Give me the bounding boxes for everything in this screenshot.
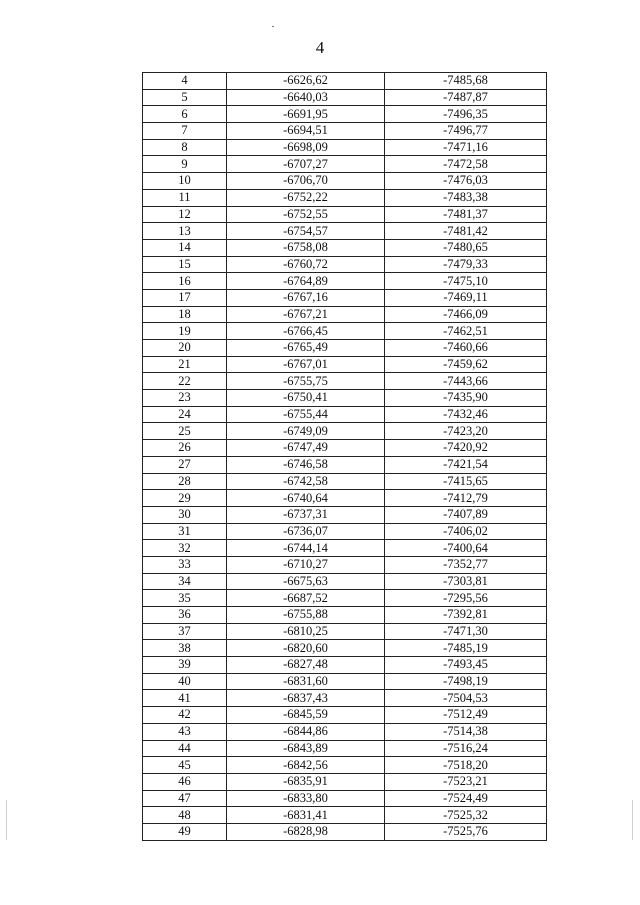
y-coordinate-cell: -7469,11 xyxy=(385,289,547,306)
x-coordinate-cell: -6754,57 xyxy=(227,223,385,240)
scan-edge-right xyxy=(632,800,633,840)
point-number-cell: 12 xyxy=(143,206,227,223)
point-number-cell: 34 xyxy=(143,573,227,590)
table-row xyxy=(143,390,547,407)
y-coordinate-cell: -7524,49 xyxy=(385,790,547,807)
scan-speck xyxy=(272,26,274,27)
y-coordinate-cell: -7460,66 xyxy=(385,340,547,357)
x-coordinate-cell: -6707,27 xyxy=(227,156,385,173)
x-coordinate-cell: -6755,44 xyxy=(227,406,385,423)
point-number-cell: 31 xyxy=(143,523,227,540)
y-coordinate-cell: -7475,10 xyxy=(385,273,547,290)
x-coordinate-cell: -6765,49 xyxy=(227,340,385,357)
table-row xyxy=(143,456,547,473)
point-number-cell: 30 xyxy=(143,506,227,523)
x-coordinate-cell: -6820,60 xyxy=(227,640,385,657)
y-coordinate-cell: -7471,30 xyxy=(385,623,547,640)
table-row xyxy=(143,506,547,523)
table-row xyxy=(143,256,547,273)
x-coordinate-cell: -6742,58 xyxy=(227,473,385,490)
y-coordinate-cell: -7295,56 xyxy=(385,590,547,607)
y-coordinate-cell: -7435,90 xyxy=(385,390,547,407)
x-coordinate-cell: -6736,07 xyxy=(227,523,385,540)
x-coordinate-cell: -6710,27 xyxy=(227,556,385,573)
x-coordinate-cell: -6843,89 xyxy=(227,740,385,757)
y-coordinate-cell: -7432,46 xyxy=(385,406,547,423)
x-coordinate-cell: -6844,86 xyxy=(227,723,385,740)
table-row xyxy=(143,807,547,824)
x-coordinate-cell: -6827,48 xyxy=(227,657,385,674)
table-row xyxy=(143,239,547,256)
table-row xyxy=(143,623,547,640)
x-coordinate-cell: -6687,52 xyxy=(227,590,385,607)
y-coordinate-cell: -7496,35 xyxy=(385,106,547,123)
x-coordinate-cell: -6752,55 xyxy=(227,206,385,223)
scan-edge-left xyxy=(6,800,7,840)
table-row xyxy=(143,657,547,674)
point-number-cell: 35 xyxy=(143,590,227,607)
y-coordinate-cell: -7512,49 xyxy=(385,707,547,724)
table-row xyxy=(143,757,547,774)
y-coordinate-cell: -7459,62 xyxy=(385,356,547,373)
table-row xyxy=(143,723,547,740)
x-coordinate-cell: -6752,22 xyxy=(227,189,385,206)
point-number-cell: 40 xyxy=(143,673,227,690)
y-coordinate-cell: -7421,54 xyxy=(385,456,547,473)
x-coordinate-cell: -6740,64 xyxy=(227,490,385,507)
table-row xyxy=(143,273,547,290)
y-coordinate-cell: -7518,20 xyxy=(385,757,547,774)
table-row xyxy=(143,740,547,757)
x-coordinate-cell: -6755,75 xyxy=(227,373,385,390)
x-coordinate-cell: -6760,72 xyxy=(227,256,385,273)
table-row xyxy=(143,673,547,690)
y-coordinate-cell: -7487,87 xyxy=(385,89,547,106)
point-number-cell: 6 xyxy=(143,106,227,123)
x-coordinate-cell: -6750,41 xyxy=(227,390,385,407)
table-row xyxy=(143,473,547,490)
x-coordinate-cell: -6835,91 xyxy=(227,773,385,790)
table-row xyxy=(143,223,547,240)
table-row xyxy=(143,123,547,140)
y-coordinate-cell: -7496,77 xyxy=(385,123,547,140)
y-coordinate-cell: -7466,09 xyxy=(385,306,547,323)
table-row xyxy=(143,406,547,423)
x-coordinate-cell: -6831,60 xyxy=(227,673,385,690)
point-number-cell: 49 xyxy=(143,823,227,840)
y-coordinate-cell: -7516,24 xyxy=(385,740,547,757)
point-number-cell: 11 xyxy=(143,189,227,206)
y-coordinate-cell: -7523,21 xyxy=(385,773,547,790)
point-number-cell: 33 xyxy=(143,556,227,573)
y-coordinate-cell: -7392,81 xyxy=(385,607,547,624)
table-row xyxy=(143,89,547,106)
point-number-cell: 37 xyxy=(143,623,227,640)
table-row xyxy=(143,523,547,540)
table-row xyxy=(143,173,547,190)
table-row xyxy=(143,156,547,173)
point-number-cell: 38 xyxy=(143,640,227,657)
x-coordinate-cell: -6694,51 xyxy=(227,123,385,140)
y-coordinate-cell: -7504,53 xyxy=(385,690,547,707)
table-row xyxy=(143,356,547,373)
point-number-cell: 17 xyxy=(143,289,227,306)
table-row xyxy=(143,773,547,790)
coordinates-table-body xyxy=(143,73,547,841)
table-row xyxy=(143,790,547,807)
x-coordinate-cell: -6691,95 xyxy=(227,106,385,123)
page-number: 4 xyxy=(315,38,325,57)
y-coordinate-cell: -7420,92 xyxy=(385,440,547,457)
x-coordinate-cell: -6766,45 xyxy=(227,323,385,340)
table-row xyxy=(143,540,547,557)
point-number-cell: 26 xyxy=(143,440,227,457)
x-coordinate-cell: -6749,09 xyxy=(227,423,385,440)
point-number-cell: 8 xyxy=(143,139,227,156)
y-coordinate-cell: -7485,68 xyxy=(385,73,547,90)
table-row xyxy=(143,590,547,607)
y-coordinate-cell: -7476,03 xyxy=(385,173,547,190)
point-number-cell: 28 xyxy=(143,473,227,490)
x-coordinate-cell: -6737,31 xyxy=(227,506,385,523)
table-row xyxy=(143,573,547,590)
point-number-cell: 16 xyxy=(143,273,227,290)
point-number-cell: 25 xyxy=(143,423,227,440)
y-coordinate-cell: -7407,89 xyxy=(385,506,547,523)
point-number-cell: 5 xyxy=(143,89,227,106)
point-number-cell: 41 xyxy=(143,690,227,707)
y-coordinate-cell: -7480,65 xyxy=(385,239,547,256)
x-coordinate-cell: -6746,58 xyxy=(227,456,385,473)
x-coordinate-cell: -6810,25 xyxy=(227,623,385,640)
point-number-cell: 46 xyxy=(143,773,227,790)
table-row xyxy=(143,707,547,724)
x-coordinate-cell: -6747,49 xyxy=(227,440,385,457)
x-coordinate-cell: -6758,08 xyxy=(227,239,385,256)
x-coordinate-cell: -6640,03 xyxy=(227,89,385,106)
point-number-cell: 7 xyxy=(143,123,227,140)
y-coordinate-cell: -7400,64 xyxy=(385,540,547,557)
y-coordinate-cell: -7481,37 xyxy=(385,206,547,223)
table-row xyxy=(143,423,547,440)
table-row xyxy=(143,556,547,573)
table-row xyxy=(143,690,547,707)
y-coordinate-cell: -7303,81 xyxy=(385,573,547,590)
point-number-cell: 32 xyxy=(143,540,227,557)
point-number-cell: 45 xyxy=(143,757,227,774)
y-coordinate-cell: -7493,45 xyxy=(385,657,547,674)
y-coordinate-cell: -7415,65 xyxy=(385,473,547,490)
y-coordinate-cell: -7412,79 xyxy=(385,490,547,507)
point-number-cell: 4 xyxy=(143,73,227,90)
point-number-cell: 22 xyxy=(143,373,227,390)
table-row xyxy=(143,490,547,507)
point-number-cell: 39 xyxy=(143,657,227,674)
x-coordinate-cell: -6755,88 xyxy=(227,607,385,624)
y-coordinate-cell: -7514,38 xyxy=(385,723,547,740)
table-row xyxy=(143,106,547,123)
table-row xyxy=(143,440,547,457)
y-coordinate-cell: -7498,19 xyxy=(385,673,547,690)
table-row xyxy=(143,289,547,306)
point-number-cell: 13 xyxy=(143,223,227,240)
x-coordinate-cell: -6833,80 xyxy=(227,790,385,807)
point-number-cell: 29 xyxy=(143,490,227,507)
point-number-cell: 21 xyxy=(143,356,227,373)
x-coordinate-cell: -6845,59 xyxy=(227,707,385,724)
table-row xyxy=(143,189,547,206)
point-number-cell: 19 xyxy=(143,323,227,340)
y-coordinate-cell: -7406,02 xyxy=(385,523,547,540)
x-coordinate-cell: -6706,70 xyxy=(227,173,385,190)
x-coordinate-cell: -6767,01 xyxy=(227,356,385,373)
point-number-cell: 42 xyxy=(143,707,227,724)
y-coordinate-cell: -7525,32 xyxy=(385,807,547,824)
y-coordinate-cell: -7481,42 xyxy=(385,223,547,240)
point-number-cell: 27 xyxy=(143,456,227,473)
point-number-cell: 20 xyxy=(143,340,227,357)
table-row xyxy=(143,306,547,323)
table-row xyxy=(143,139,547,156)
x-coordinate-cell: -6842,56 xyxy=(227,757,385,774)
x-coordinate-cell: -6764,89 xyxy=(227,273,385,290)
x-coordinate-cell: -6828,98 xyxy=(227,823,385,840)
y-coordinate-cell: -7471,16 xyxy=(385,139,547,156)
point-number-cell: 24 xyxy=(143,406,227,423)
y-coordinate-cell: -7483,38 xyxy=(385,189,547,206)
x-coordinate-cell: -6831,41 xyxy=(227,807,385,824)
y-coordinate-cell: -7472,58 xyxy=(385,156,547,173)
point-number-cell: 43 xyxy=(143,723,227,740)
table-row xyxy=(143,206,547,223)
table-row xyxy=(143,73,547,90)
table-row xyxy=(143,323,547,340)
table-row xyxy=(143,373,547,390)
table-row xyxy=(143,607,547,624)
x-coordinate-cell: -6744,14 xyxy=(227,540,385,557)
point-number-cell: 48 xyxy=(143,807,227,824)
table-row xyxy=(143,340,547,357)
point-number-cell: 10 xyxy=(143,173,227,190)
point-number-cell: 9 xyxy=(143,156,227,173)
x-coordinate-cell: -6675,63 xyxy=(227,573,385,590)
point-number-cell: 14 xyxy=(143,239,227,256)
x-coordinate-cell: -6767,21 xyxy=(227,306,385,323)
y-coordinate-cell: -7462,51 xyxy=(385,323,547,340)
point-number-cell: 36 xyxy=(143,607,227,624)
point-number-cell: 18 xyxy=(143,306,227,323)
x-coordinate-cell: -6626,62 xyxy=(227,73,385,90)
x-coordinate-cell: -6698,09 xyxy=(227,139,385,156)
y-coordinate-cell: -7423,20 xyxy=(385,423,547,440)
y-coordinate-cell: -7485,19 xyxy=(385,640,547,657)
table-row xyxy=(143,640,547,657)
point-number-cell: 23 xyxy=(143,390,227,407)
y-coordinate-cell: -7352,77 xyxy=(385,556,547,573)
point-number-cell: 15 xyxy=(143,256,227,273)
y-coordinate-cell: -7443,66 xyxy=(385,373,547,390)
x-coordinate-cell: -6837,43 xyxy=(227,690,385,707)
coordinates-table xyxy=(142,72,547,841)
table-row xyxy=(143,823,547,840)
y-coordinate-cell: -7525,76 xyxy=(385,823,547,840)
y-coordinate-cell: -7479,33 xyxy=(385,256,547,273)
point-number-cell: 47 xyxy=(143,790,227,807)
x-coordinate-cell: -6767,16 xyxy=(227,289,385,306)
point-number-cell: 44 xyxy=(143,740,227,757)
